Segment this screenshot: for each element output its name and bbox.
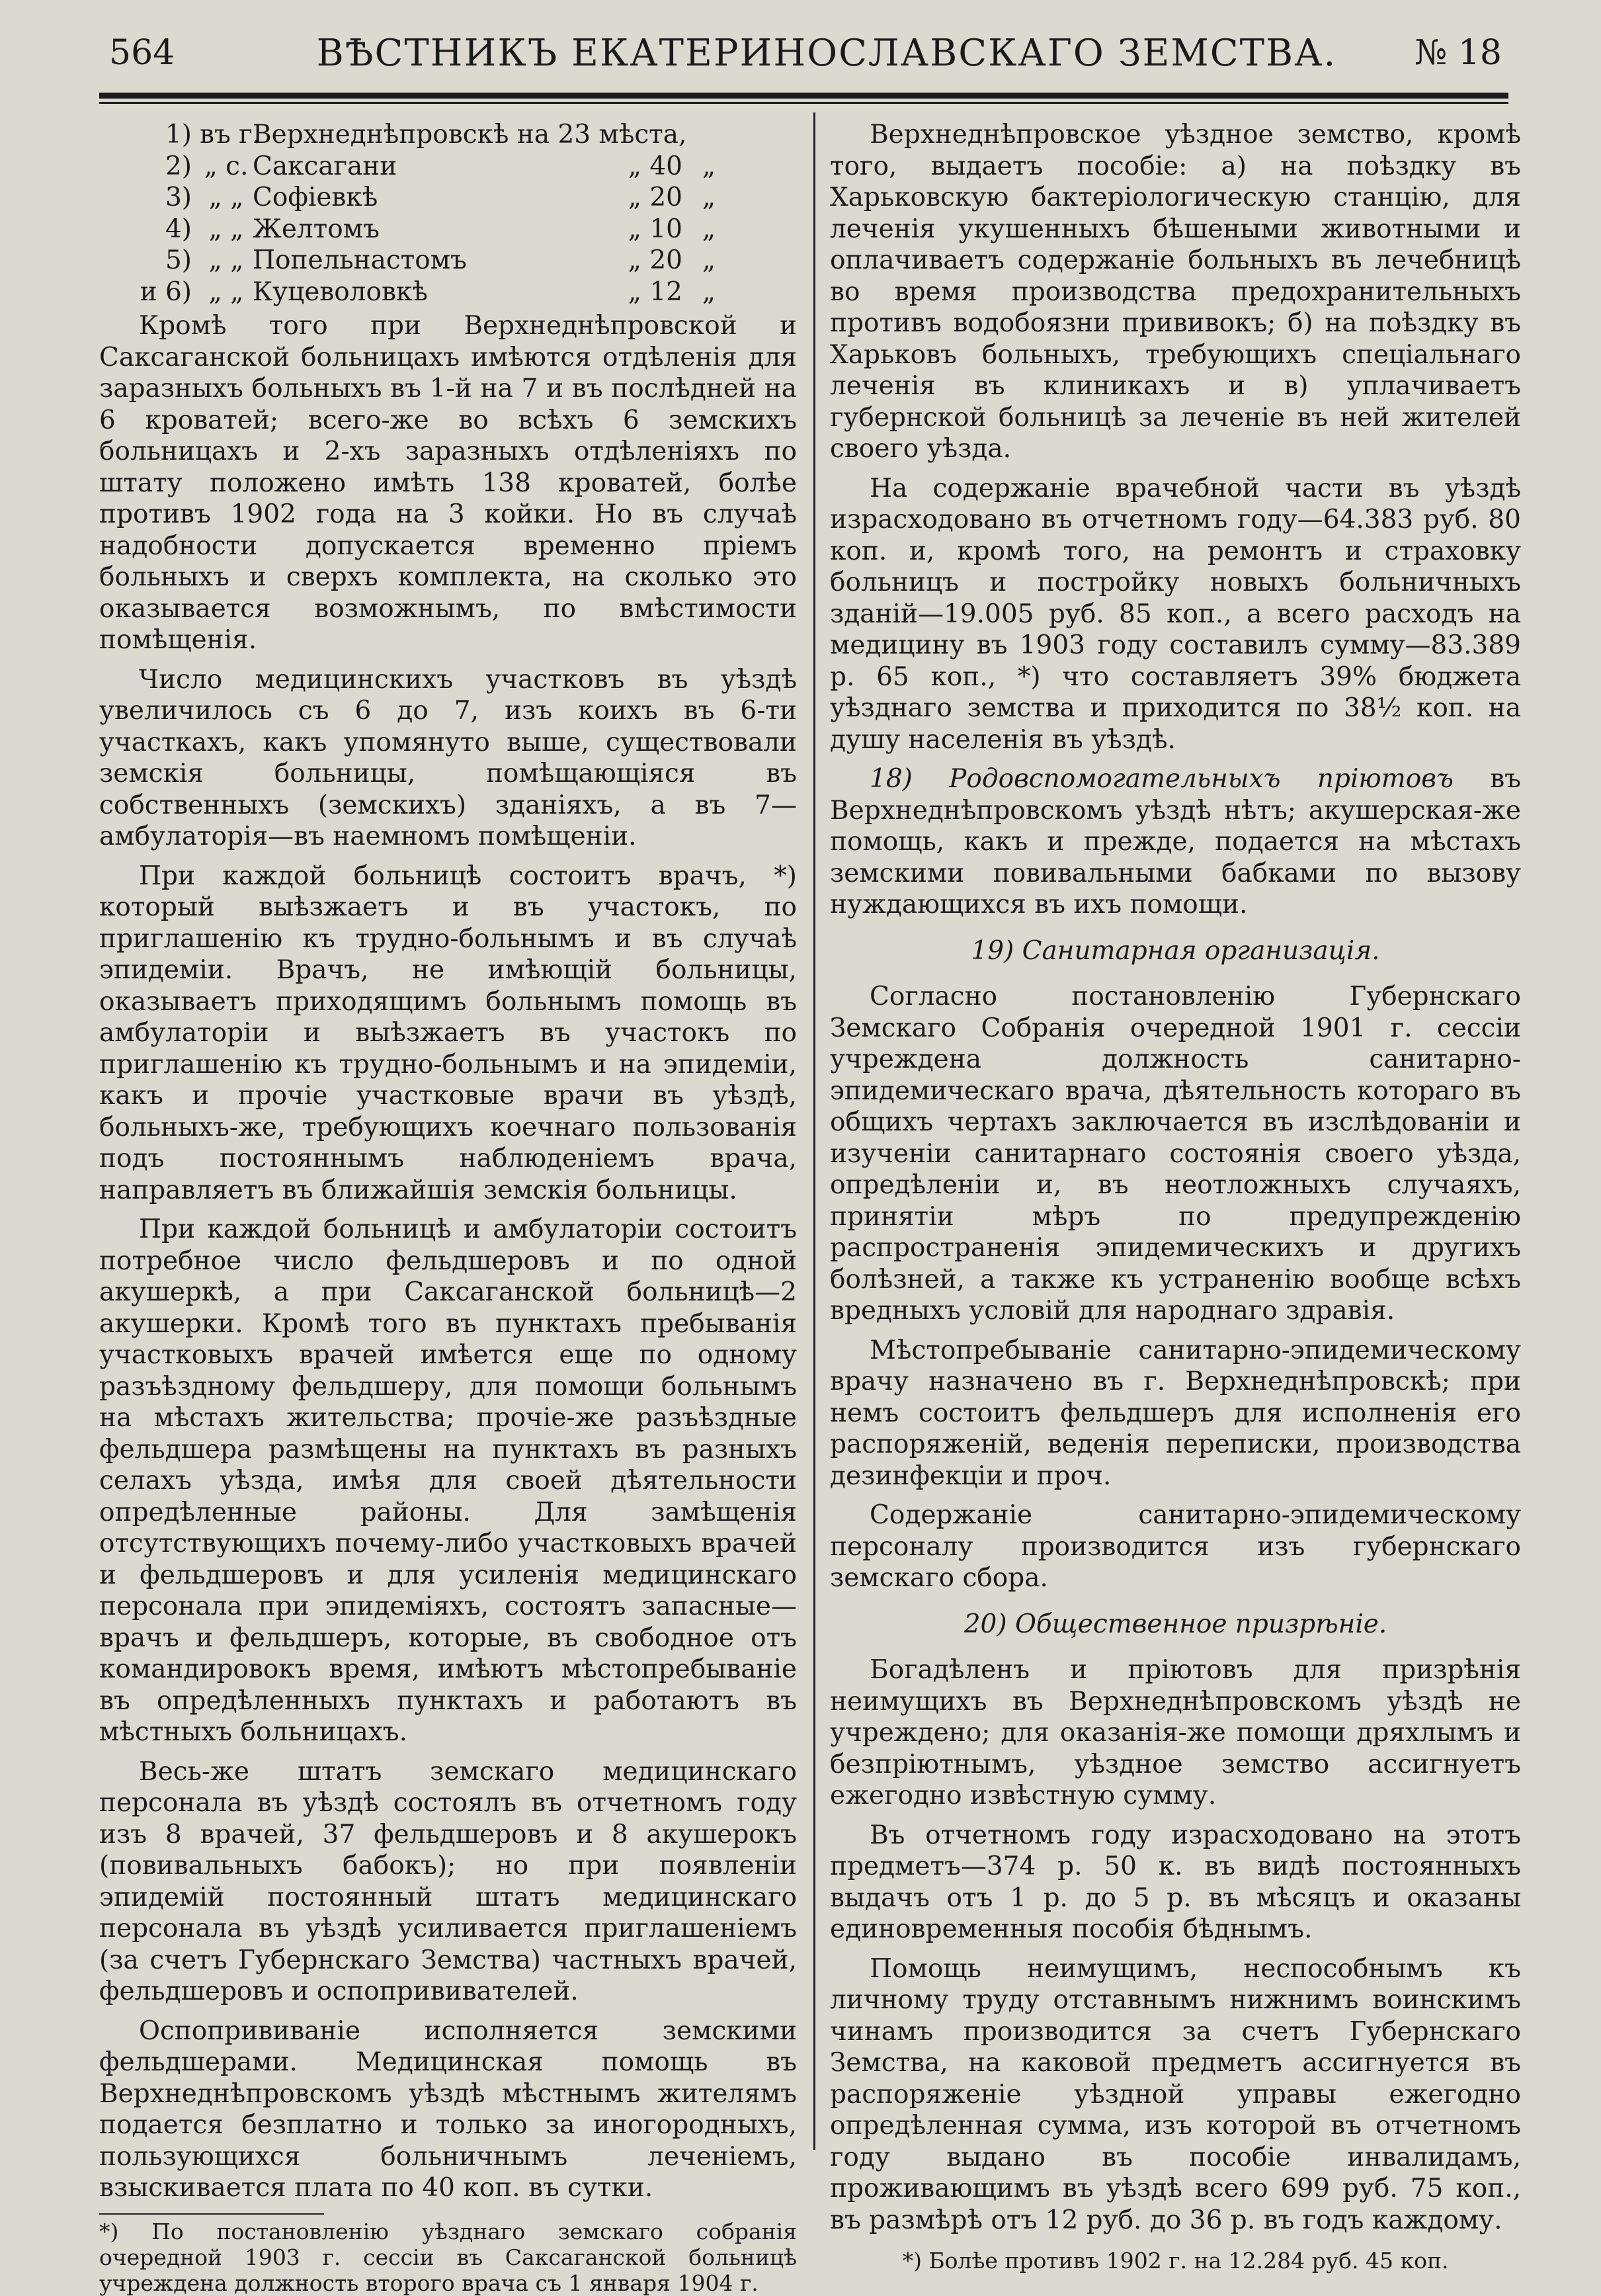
paragraph: 18) Родовспомогательныхъ пріютовъ въ Верхнеднѣпровскомъ уѣздѣ нѣтъ; акушерская-же помощь, какъ и прежде, подается на мѣстахъ земскими повивальными бабками по вызову нуждающихся въ ихъ помощи. [830,764,1521,919]
paragraph: Оспопрививаніе исполняется земскими фельдшерами. Медицинская помощь въ Верхнеднѣпровскомъ уѣздѣ мѣстнымъ жителямъ подается безплатно и только за иногородныхъ, пользующихся больничнымъ леченіемъ, взыскивается плата по 40 коп. въ сутки. [99,2016,797,2203]
paragraph: Богадѣленъ и пріютовъ для призрѣнія неимущихъ въ Верхнеднѣпровскомъ уѣздѣ не учреждено; для оказанія-же помощи дряхлымъ и безпріютнымъ, уѣздное земство ассигнуетъ ежегодно извѣстную сумму. [830,1655,1521,1810]
paragraph: Кромѣ того при Верхнеднѣпровской и Саксаганской больницахъ имѣются отдѣленія для заразныхъ больныхъ въ 1-й на 7 и въ послѣдней на 6 кроватей; всего-же во всѣхъ 6 земскихъ больницахъ и 2-хъ заразныхъ отдѣленіяхъ по штату положено имѣть 138 кроватей, болѣе противъ 1902 года на 3 койки. Но въ случаѣ надобности допускается временно пріемъ больныхъ и сверхъ комплекта, на сколько это оказывается возможнымъ, по вмѣстимости помѣщенія. [99,311,797,655]
paragraph: Мѣстопребываніе санитарно-эпидемическому врачу назначено въ г. Верхнеднѣпровскѣ; при немъ состоитъ фельдшеръ для исполненія его распоряженій, веденія переписки, производства дезинфекціи и проч. [830,1335,1521,1491]
list-item: 5) „ „ Попельнастомъ „ 20 „ [165,245,716,275]
page-number: 564 [109,33,175,73]
paragraph: Въ отчетномъ году израсходовано на этотъ предметъ—374 р. 50 к. въ видѣ постоянныхъ выдачъ отъ 1 р. до 5 р. въ мѣсяцъ и оказаны единовременныя пособія бѣднымъ. [830,1820,1521,1944]
paragraph: Верхнеднѣпровское уѣздное земство, кромѣ того, выдаетъ пособіе: а) на поѣздку въ Харьковскую бактеріологическую станцію, для леченія укушенныхъ бѣшеными животными и оплачиваетъ содержаніе больныхъ въ лечебницѣ во время производства предохранительныхъ противъ водобоязни прививокъ; б) на поѣздку въ Харьковъ больныхъ, требующихъ спеціальнаго леченія въ клиникахъ и в) уплачиваетъ губернской больницѣ за леченіе въ ней жителей своего уѣзда. [830,120,1521,464]
paragraph: На содержаніе врачебной части въ уѣздѣ израсходовано въ отчетномъ году—64.383 руб. 80 коп. и, кромѣ того, на ремонтъ и страховку больницъ и постройку новыхъ больничныхъ зданій—19.005 руб. 85 коп., а всего расходъ на медицину въ 1903 году составилъ сумму—83.389 р. 65 коп., *) что составляетъ 39% бюджета уѣзднаго земства и приходится по 38½ коп. на душу населенія въ уѣздѣ. [830,473,1521,755]
footnote: *) По постановленію уѣзднаго земскаго собранія очередной 1903 г. сессіи въ Саксаганской больницѣ учреждена должность второго врача съ 1 января 1904 г. [99,2218,797,2296]
list-item: и 6) „ „ Куцеволовкѣ „ 12 „ [140,276,716,307]
issue-number: № 18 [1415,33,1502,73]
paragraph: При каждой больницѣ и амбулаторіи состоитъ потребное число фельдшеровъ и по одной акушеркѣ, а при Саксаганской больницѣ—2 акушерки. Кромѣ того въ пунктахъ пребыванія участковыхъ врачей имѣется еще по одному разъѣздному фельдшеру, для помощи больнымъ на мѣстахъ жительства; прочіе-же разъѣздные фельдшера размѣщены на пунктахъ въ разныхъ селахъ уѣзда, имѣя для своей дѣятельности опредѣленные районы. Для замѣщенія отсутствующихъ почему-либо участковыхъ врачей и фельдшеровъ и для усиленія медицинскаго персонала при эпидеміяхъ, состоятъ запасные—врачъ и фельдшеръ, которые, въ свободное отъ командировокъ время, имѣютъ мѣстопребываніе въ опредѣленныхъ пунктахъ и работаютъ въ мѣстныхъ больницахъ. [99,1214,797,1747]
list-item: 4) „ „ Желтомъ „ 10 „ [165,214,716,244]
right-column [830,119,1521,2274]
paragraph: При каждой больницѣ состоитъ врачъ, *) который выѣзжаетъ и въ участокъ, по приглашенію къ трудно-больнымъ и въ случаѣ эпидеміи. Врачъ, не имѣющій больницы, оказываетъ приходящимъ больнымъ помощь въ амбулаторіи и выѣзжаетъ въ участокъ по приглашенію къ трудно-больнымъ и на эпидеміи, какъ и прочіе участковые врачи въ уѣздѣ, больныхъ-же, требующихъ коечнаго пользованія подъ постояннымъ наблюденіемъ врача, направляетъ въ ближайшія земскія больницы. [99,861,797,1205]
footnote: *) Болѣе противъ 1902 г. на 12.284 руб. 45 коп. [902,2248,1449,2274]
column-divider [813,112,815,2150]
paragraph: Согласно постановленію Губернскаго Земскаго Собранія очередной 1901 г. сессіи учреждена должность санитарно-эпидемическаго врача, дѣятельность котораго въ общихъ чертахъ заключается въ изслѣдованіи и изученіи санитарнаго состоянія своего уѣзда, опредѣленіи и, въ неотложныхъ случаяхъ, принятіи мѣръ по предупрежденію распространенія эпидемическихъ и другихъ болѣзней, а также къ устраненію вообще всѣхъ вредныхъ условій для народнаго здравія. [830,982,1521,1326]
paragraph: Весь-же штатъ земскаго медицинскаго персонала въ уѣздѣ состоялъ въ отчетномъ году изъ 8 врачей, 37 фельдшеровъ и 8 акушерокъ (повивальныхъ бабокъ); но при появленіи эпидемій постоянный штатъ медицинскаго персонала въ уѣздѣ усиливается приглашеніемъ (за счетъ Губернскаго Земства) частныхъ врачей, фельдшеровъ и оспопрививателей. [99,1756,797,2006]
list-item: 3) „ „ Софіевкѣ „ 20 „ [165,183,716,212]
paragraph: Помощь неимущимъ, неспособнымъ къ личному труду отставнымъ нижнимъ воинскимъ чинамъ производится за счетъ Губернскаго Земства, на каковой предметъ ассигнуется въ распоряженіе уѣздной управы ежегодно опредѣленная сумма, изъ которой въ отчетномъ году выдано въ пособіе инвалидамъ, проживающимъ въ уѣздѣ всего 699 руб. 75 коп., въ размѣрѣ отъ 12 руб. до 36 р. въ годъ каждому. [830,1953,1521,2235]
running-header [0,26,1601,86]
section-19-heading: 19) Санитарная организація. [971,935,1380,966]
list-item: 2) „ с. Саксагани „ 40 „ [165,151,716,181]
left-column [99,119,797,2296]
header-rule-thick [99,93,1508,99]
hospital-bed-list [99,119,797,308]
journal-title: ВѢСТНИКЪ ЕКАТЕРИНОСЛАВСКАГО ЗЕМСТВА. [316,32,1337,75]
section-20-heading: 20) Общественное призрѣніе. [964,1609,1387,1639]
header-rule-thin [99,102,1508,104]
list-item: 1) въ г. Верхнеднѣпровскѣ на 23 мѣста, [165,120,687,149]
section-18-heading: 18) Родовспомогательныхъ пріютовъ [870,764,1454,794]
footnote-rule [99,2213,324,2215]
paragraph: Содержаніе санитарно-эпидемическому персоналу производится изъ губернскаго земскаго сбора. [830,1500,1521,1593]
paragraph: Число медицинскихъ участковъ въ уѣздѣ увеличилось съ 6 до 7, изъ коихъ въ 6-ти участкахъ, какъ упомянуто выше, существовали земскія больницы, помѣщающіяся въ собственныхъ (земскихъ) зданіяхъ, а въ 7—амбулаторія—въ наемномъ помѣщеніи. [99,664,797,851]
